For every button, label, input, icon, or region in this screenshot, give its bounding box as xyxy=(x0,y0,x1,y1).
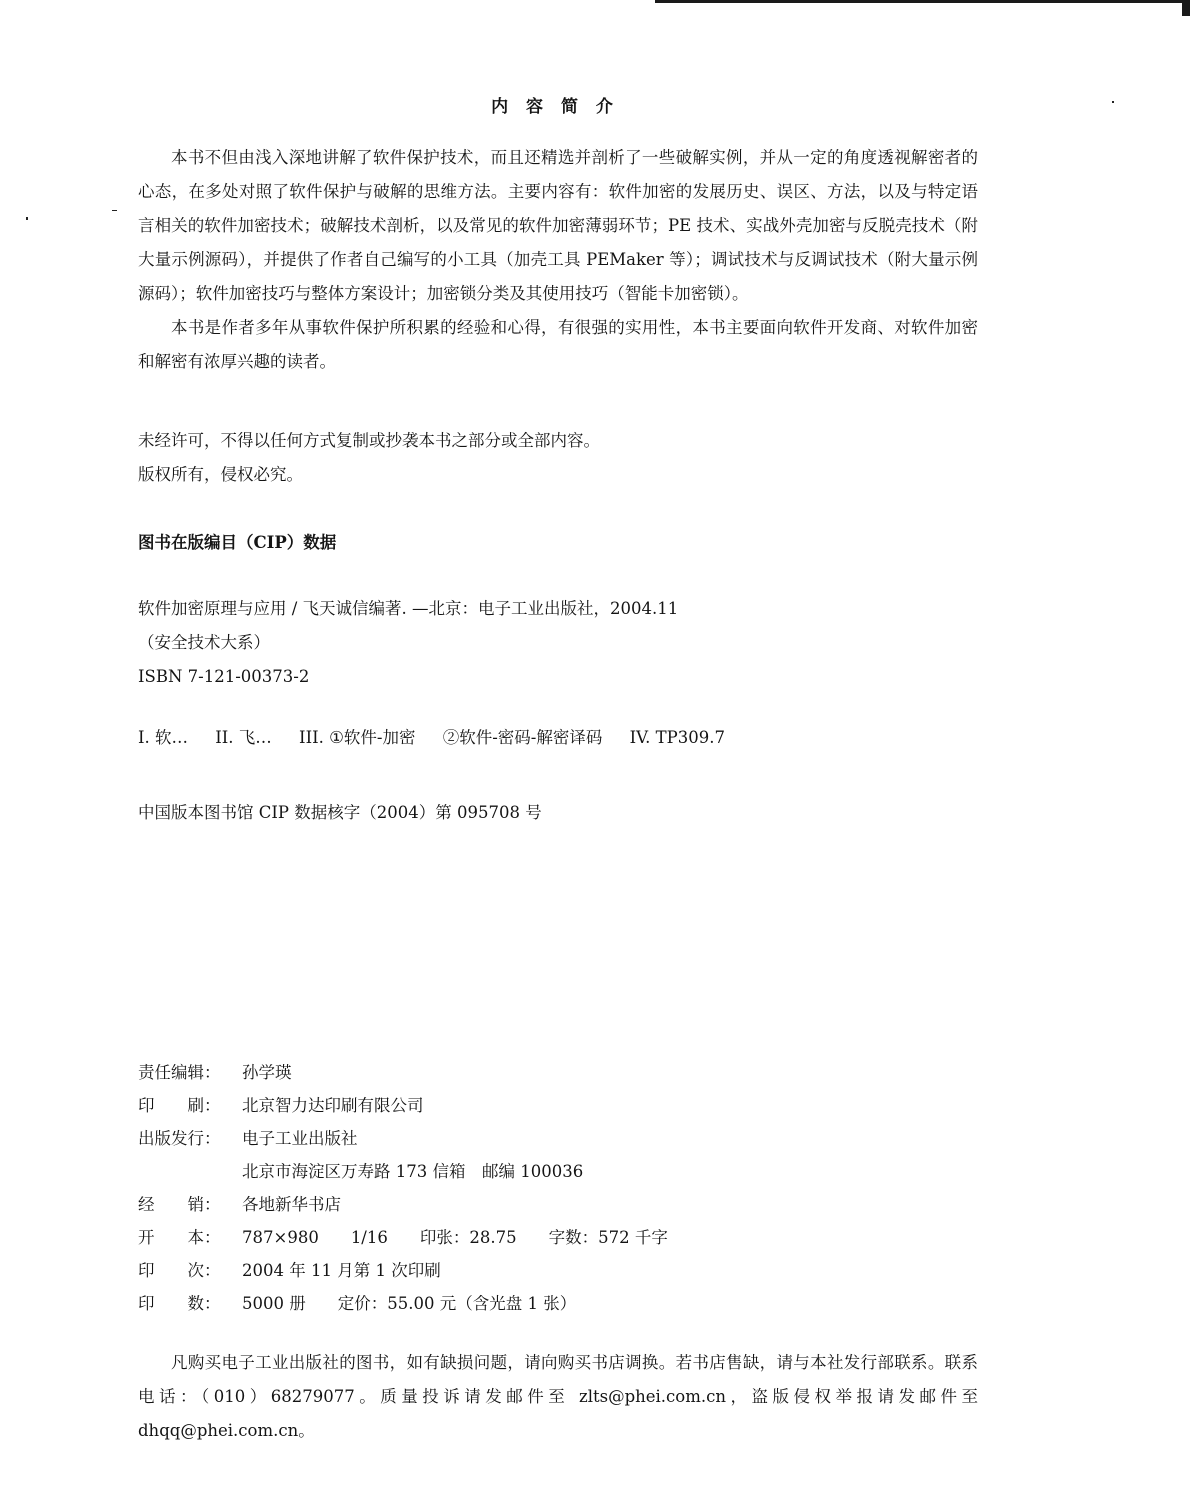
cip-class-item: ②软件-密码-解密译码 xyxy=(442,728,603,747)
pub-publisher-row xyxy=(138,1127,358,1151)
pub-distributor-value: 各地新华书店 xyxy=(242,1195,341,1214)
pub-copies-label: 印 数： xyxy=(138,1294,221,1313)
cip-class-item: IV. TP309.7 xyxy=(629,728,726,747)
cip-classification xyxy=(138,724,747,748)
copyright-notice xyxy=(138,424,978,492)
pub-copies-row xyxy=(138,1292,608,1316)
cip-class-item: III. ①软件-加密 xyxy=(299,728,416,747)
scan-speck xyxy=(26,217,28,220)
cip-entry: 软件加密原理与应用 / 飞天诚信编著. —北京：电子工业出版社，2004.11 xyxy=(138,599,679,618)
pub-format-size: 787×980 xyxy=(242,1228,319,1247)
intro-paragraph-1: 本书不但由浅入深地讲解了软件保护技术，而且还精选并剖析了一些破解实例，并从一定的角度透视解密者的心态，在多处对照了软件保护与破解的思维方法。主要内容有：软件加密的发展历史、误区、方法，以及与特定语言相关的软件加密技术；破解技术剖析，以及常见的软件加密薄弱环节；PE 技术、实战外壳加密与反脱壳技术（附大量示例源码），并提供了作者自己编写的小工具（加壳工具 PEMaker 等）；调试技术与反调试技术（附大量示例源码）；软件加密技巧与整体方案设计；加密锁分类及其使用技巧（智能卡加密锁）。 xyxy=(138,148,978,303)
pub-edition-label: 印 次： xyxy=(138,1261,221,1280)
pub-printer-label: 印 刷： xyxy=(138,1096,221,1115)
pub-format-row xyxy=(138,1226,700,1250)
pub-format-fraction: 1/16 xyxy=(350,1228,388,1247)
pub-price: 定价：55.00 元（含光盘 1 张） xyxy=(337,1294,577,1313)
pub-editor-row xyxy=(138,1061,292,1085)
footer-notice xyxy=(138,1346,978,1448)
pub-format-label: 开 本： xyxy=(138,1228,221,1247)
cip-heading-block xyxy=(138,526,978,560)
cip-series: （安全技术大系） xyxy=(138,633,270,652)
pub-edition-value: 2004 年 11 月第 1 次印刷 xyxy=(242,1261,441,1280)
pub-printer-value: 北京智力达印刷有限公司 xyxy=(242,1096,424,1115)
pub-edition-row xyxy=(138,1259,441,1283)
cip-class-item: I. 软… xyxy=(138,728,189,747)
scan-speck xyxy=(1112,101,1114,103)
cip-record-number-block xyxy=(138,796,978,830)
scan-speck xyxy=(112,210,117,211)
pub-words: 字数：572 千字 xyxy=(548,1228,668,1247)
pub-address: 北京市海淀区万寿路 173 信箱 邮编 100036 xyxy=(242,1162,584,1181)
pub-distributor-row xyxy=(138,1193,341,1217)
cip-record-number: 中国版本图书馆 CIP 数据核字（2004）第 095708 号 xyxy=(138,803,542,822)
pub-address-row xyxy=(138,1160,583,1184)
pub-distributor-label: 经 销： xyxy=(138,1195,221,1214)
cip-isbn: ISBN 7-121-00373-2 xyxy=(138,667,310,686)
pub-editor-label: 责任编辑： xyxy=(138,1063,221,1082)
copyright-line-2: 版权所有，侵权必究。 xyxy=(138,465,303,484)
pub-publisher-value: 电子工业出版社 xyxy=(242,1129,358,1148)
page-title: 内 容 简 介 xyxy=(491,97,619,117)
pub-printer-row xyxy=(138,1094,424,1118)
cip-class-item: II. 飞… xyxy=(215,728,272,747)
cip-heading: 图书在版编目（CIP）数据 xyxy=(138,533,337,552)
pub-editor-value: 孙学瑛 xyxy=(242,1063,292,1082)
scan-border-top xyxy=(655,0,1190,3)
pub-copies-value: 5000 册 xyxy=(242,1294,306,1313)
intro-paragraph-2: 本书是作者多年从事软件保护所积累的经验和心得，有很强的实用性，本书主要面向软件开发商、对软件加密和解密有浓厚兴趣的读者。 xyxy=(138,318,978,371)
pub-sheets: 印张：28.75 xyxy=(419,1228,517,1247)
cip-record xyxy=(138,592,978,694)
footer-paragraph: 凡购买电子工业出版社的图书，如有缺损问题，请向购买书店调换。若书店售缺，请与本社发行部联系。联系电话：（010）68279077。质量投诉请发邮件至 zlts@phei.com.cn，盗版侵权举报请发邮件至 dhqq@phei.com.cn。 xyxy=(138,1353,978,1440)
scan-border-corner xyxy=(1182,0,1190,16)
intro-section xyxy=(138,141,978,379)
copyright-line-1: 未经许可，不得以任何方式复制或抄袭本书之部分或全部内容。 xyxy=(138,431,600,450)
pub-publisher-label: 出版发行： xyxy=(138,1129,221,1148)
